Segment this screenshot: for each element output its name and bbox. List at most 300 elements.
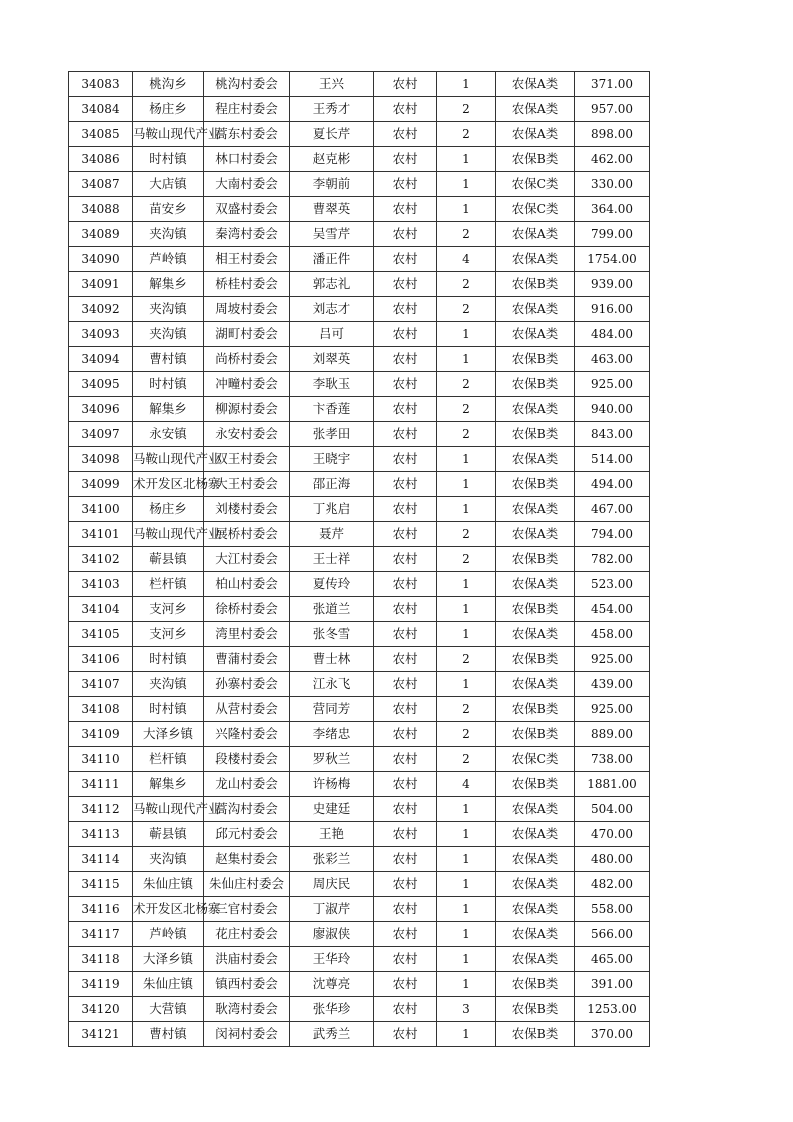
name-cell: 张彩兰: [290, 847, 374, 872]
village-committee-cell: 林口村委会: [204, 147, 290, 172]
area-type-cell: 农村: [374, 72, 437, 97]
insurance-class-cell: 农保A类: [496, 797, 575, 822]
name-cell: 卞香莲: [290, 397, 374, 422]
table-row: [69, 722, 650, 747]
amount-cell: 794.00: [575, 522, 650, 547]
household-count-cell: 2: [437, 747, 496, 772]
table-row: [69, 472, 650, 497]
village-committee-cell: 段楼村委会: [204, 747, 290, 772]
village-committee-cell: 镇西村委会: [204, 972, 290, 997]
insurance-class-cell: 农保A类: [496, 572, 575, 597]
household-count-cell: 1: [437, 447, 496, 472]
area-type-cell: 农村: [374, 197, 437, 222]
record-id-cell: 34112: [69, 797, 133, 822]
household-count-cell: 2: [437, 647, 496, 672]
area-type-cell: 农村: [374, 897, 437, 922]
village-committee-cell: 双王村委会: [204, 447, 290, 472]
table-row: [69, 547, 650, 572]
amount-cell: 467.00: [575, 497, 650, 522]
amount-cell: 463.00: [575, 347, 650, 372]
insurance-class-cell: 农保B类: [496, 272, 575, 297]
record-id-cell: 34110: [69, 747, 133, 772]
township-cell: 大泽乡镇: [133, 722, 204, 747]
household-count-cell: 1: [437, 897, 496, 922]
name-cell: 武秀兰: [290, 1022, 374, 1047]
village-committee-cell: 周坡村委会: [204, 297, 290, 322]
name-cell: 李朝前: [290, 172, 374, 197]
insurance-class-cell: 农保B类: [496, 547, 575, 572]
name-cell: 王华玲: [290, 947, 374, 972]
village-committee-cell: 耿湾村委会: [204, 997, 290, 1022]
township-cell: 杨庄乡: [133, 97, 204, 122]
insurance-class-cell: 农保A类: [496, 947, 575, 972]
record-id-cell: 34111: [69, 772, 133, 797]
household-count-cell: 2: [437, 272, 496, 297]
table-row: [69, 297, 650, 322]
insurance-class-cell: 农保C类: [496, 172, 575, 197]
area-type-cell: 农村: [374, 472, 437, 497]
record-id-cell: 34083: [69, 72, 133, 97]
record-id-cell: 34099: [69, 472, 133, 497]
amount-cell: 889.00: [575, 722, 650, 747]
village-committee-cell: 尚桥村委会: [204, 347, 290, 372]
village-committee-cell: 桃沟村委会: [204, 72, 290, 97]
insurance-class-cell: 农保A类: [496, 97, 575, 122]
area-type-cell: 农村: [374, 522, 437, 547]
insurance-class-cell: 农保A类: [496, 447, 575, 472]
insurance-class-cell: 农保B类: [496, 147, 575, 172]
record-id-cell: 34087: [69, 172, 133, 197]
name-cell: 罗秋兰: [290, 747, 374, 772]
record-id-cell: 34118: [69, 947, 133, 972]
record-id-cell: 34114: [69, 847, 133, 872]
insurance-class-cell: 农保A类: [496, 222, 575, 247]
insurance-class-cell: 农保C类: [496, 747, 575, 772]
amount-cell: 494.00: [575, 472, 650, 497]
amount-cell: 916.00: [575, 297, 650, 322]
insurance-class-cell: 农保A类: [496, 622, 575, 647]
record-id-cell: 34095: [69, 372, 133, 397]
village-committee-cell: 朱仙庄村委会: [204, 872, 290, 897]
village-committee-cell: 相王村委会: [204, 247, 290, 272]
township-cell: 大泽乡镇: [133, 947, 204, 972]
area-type-cell: 农村: [374, 247, 437, 272]
area-type-cell: 农村: [374, 847, 437, 872]
record-id-cell: 34104: [69, 597, 133, 622]
table-row: [69, 147, 650, 172]
amount-cell: 364.00: [575, 197, 650, 222]
insurance-class-cell: 农保A类: [496, 522, 575, 547]
name-cell: 吴雪芹: [290, 222, 374, 247]
name-cell: 廖淑侠: [290, 922, 374, 947]
insurance-class-cell: 农保A类: [496, 122, 575, 147]
name-cell: 李绪忠: [290, 722, 374, 747]
township-cell: 解集乡: [133, 772, 204, 797]
amount-cell: 940.00: [575, 397, 650, 422]
amount-cell: 523.00: [575, 572, 650, 597]
insurance-class-cell: 农保B类: [496, 972, 575, 997]
name-cell: 聂芹: [290, 522, 374, 547]
insurance-class-cell: 农保A类: [496, 922, 575, 947]
amount-cell: 514.00: [575, 447, 650, 472]
record-id-cell: 34096: [69, 397, 133, 422]
name-cell: 夏传玲: [290, 572, 374, 597]
household-count-cell: 1: [437, 572, 496, 597]
household-count-cell: 1: [437, 947, 496, 972]
table-row: [69, 497, 650, 522]
village-committee-cell: 龙山村委会: [204, 772, 290, 797]
area-type-cell: 农村: [374, 972, 437, 997]
table-row: [69, 97, 650, 122]
area-type-cell: 农村: [374, 1022, 437, 1047]
township-cell: 朱仙庄镇: [133, 972, 204, 997]
area-type-cell: 农村: [374, 572, 437, 597]
area-type-cell: 农村: [374, 922, 437, 947]
insurance-class-cell: 农保A类: [496, 322, 575, 347]
amount-cell: 898.00: [575, 122, 650, 147]
insurance-class-cell: 农保B类: [496, 472, 575, 497]
name-cell: 王秀才: [290, 97, 374, 122]
record-id-cell: 34105: [69, 622, 133, 647]
household-count-cell: 2: [437, 297, 496, 322]
name-cell: 王士祥: [290, 547, 374, 572]
township-cell: 朱仙庄镇: [133, 872, 204, 897]
household-count-cell: 2: [437, 722, 496, 747]
table-row: [69, 122, 650, 147]
record-id-cell: 34108: [69, 697, 133, 722]
area-type-cell: 农村: [374, 297, 437, 322]
table-row: [69, 247, 650, 272]
township-cell: 大营镇: [133, 997, 204, 1022]
table-row: [69, 897, 650, 922]
amount-cell: 480.00: [575, 847, 650, 872]
insurance-class-cell: 农保A类: [496, 397, 575, 422]
amount-cell: 465.00: [575, 947, 650, 972]
amount-cell: 738.00: [575, 747, 650, 772]
record-id-cell: 34102: [69, 547, 133, 572]
amount-cell: 925.00: [575, 372, 650, 397]
household-count-cell: 1: [437, 472, 496, 497]
township-cell: 夹沟镇: [133, 297, 204, 322]
area-type-cell: 农村: [374, 422, 437, 447]
insurance-class-cell: 农保B类: [496, 372, 575, 397]
amount-cell: 1754.00: [575, 247, 650, 272]
area-type-cell: 农村: [374, 372, 437, 397]
township-cell: 夹沟镇: [133, 222, 204, 247]
township-cell: 大店镇: [133, 172, 204, 197]
township-cell: 桃沟乡: [133, 72, 204, 97]
amount-cell: 939.00: [575, 272, 650, 297]
area-type-cell: 农村: [374, 497, 437, 522]
township-cell: 马鞍山现代产业: [133, 522, 204, 547]
village-committee-cell: 蒿东村委会: [204, 122, 290, 147]
name-cell: 王艳: [290, 822, 374, 847]
township-cell: 解集乡: [133, 397, 204, 422]
household-count-cell: 1: [437, 497, 496, 522]
record-id-cell: 34115: [69, 872, 133, 897]
household-count-cell: 4: [437, 247, 496, 272]
insurance-class-cell: 农保B类: [496, 647, 575, 672]
table-body: [69, 72, 650, 1047]
village-committee-cell: 从营村委会: [204, 697, 290, 722]
name-cell: 曹士林: [290, 647, 374, 672]
record-id-cell: 34090: [69, 247, 133, 272]
amount-cell: 843.00: [575, 422, 650, 447]
insurance-class-cell: 农保B类: [496, 772, 575, 797]
amount-cell: 370.00: [575, 1022, 650, 1047]
record-id-cell: 34085: [69, 122, 133, 147]
township-cell: 解集乡: [133, 272, 204, 297]
household-count-cell: 1: [437, 872, 496, 897]
amount-cell: 957.00: [575, 97, 650, 122]
table-row: [69, 322, 650, 347]
insurance-class-cell: 农保B类: [496, 597, 575, 622]
village-committee-cell: 兴隆村委会: [204, 722, 290, 747]
amount-cell: 458.00: [575, 622, 650, 647]
village-committee-cell: 湾里村委会: [204, 622, 290, 647]
amount-cell: 482.00: [575, 872, 650, 897]
table-row: [69, 847, 650, 872]
table-row: [69, 772, 650, 797]
record-id-cell: 34094: [69, 347, 133, 372]
household-count-cell: 1: [437, 172, 496, 197]
amount-cell: 439.00: [575, 672, 650, 697]
township-cell: 蕲县镇: [133, 547, 204, 572]
township-cell: 夹沟镇: [133, 322, 204, 347]
amount-cell: 470.00: [575, 822, 650, 847]
name-cell: 王晓宇: [290, 447, 374, 472]
table-row: [69, 747, 650, 772]
table-row: [69, 422, 650, 447]
area-type-cell: 农村: [374, 822, 437, 847]
insurance-class-cell: 农保B类: [496, 997, 575, 1022]
area-type-cell: 农村: [374, 747, 437, 772]
name-cell: 李耿玉: [290, 372, 374, 397]
township-cell: 时村镇: [133, 697, 204, 722]
name-cell: 周庆民: [290, 872, 374, 897]
village-committee-cell: 大江村委会: [204, 547, 290, 572]
name-cell: 刘志才: [290, 297, 374, 322]
household-count-cell: 2: [437, 422, 496, 447]
insurance-class-cell: 农保B类: [496, 1022, 575, 1047]
amount-cell: 330.00: [575, 172, 650, 197]
township-cell: 支河乡: [133, 622, 204, 647]
area-type-cell: 农村: [374, 697, 437, 722]
table-row: [69, 997, 650, 1022]
area-type-cell: 农村: [374, 597, 437, 622]
record-id-cell: 34091: [69, 272, 133, 297]
table-row: [69, 197, 650, 222]
name-cell: 许杨梅: [290, 772, 374, 797]
area-type-cell: 农村: [374, 322, 437, 347]
record-id-cell: 34088: [69, 197, 133, 222]
household-count-cell: 1: [437, 147, 496, 172]
area-type-cell: 农村: [374, 347, 437, 372]
table-row: [69, 522, 650, 547]
amount-cell: 462.00: [575, 147, 650, 172]
insurance-class-cell: 农保B类: [496, 722, 575, 747]
township-cell: 杨庄乡: [133, 497, 204, 522]
village-committee-cell: 赵集村委会: [204, 847, 290, 872]
area-type-cell: 农村: [374, 797, 437, 822]
household-count-cell: 4: [437, 772, 496, 797]
area-type-cell: 农村: [374, 547, 437, 572]
table-row: [69, 372, 650, 397]
table-row: [69, 647, 650, 672]
name-cell: 江永飞: [290, 672, 374, 697]
amount-cell: 925.00: [575, 647, 650, 672]
area-type-cell: 农村: [374, 122, 437, 147]
table-row: [69, 672, 650, 697]
township-cell: 术开发区北杨寨: [133, 472, 204, 497]
insurance-class-cell: 农保A类: [496, 897, 575, 922]
name-cell: 营同芳: [290, 697, 374, 722]
table-row: [69, 172, 650, 197]
record-id-cell: 34116: [69, 897, 133, 922]
household-count-cell: 1: [437, 822, 496, 847]
amount-cell: 371.00: [575, 72, 650, 97]
area-type-cell: 农村: [374, 97, 437, 122]
township-cell: 时村镇: [133, 147, 204, 172]
table-row: [69, 872, 650, 897]
area-type-cell: 农村: [374, 397, 437, 422]
table-row: [69, 822, 650, 847]
table-row: [69, 347, 650, 372]
insurance-class-cell: 农保A类: [496, 72, 575, 97]
record-id-cell: 34117: [69, 922, 133, 947]
area-type-cell: 农村: [374, 622, 437, 647]
table-row: [69, 922, 650, 947]
record-id-cell: 34098: [69, 447, 133, 472]
name-cell: 张华珍: [290, 997, 374, 1022]
township-cell: 马鞍山现代产业: [133, 797, 204, 822]
area-type-cell: 农村: [374, 872, 437, 897]
village-committee-cell: 柏山村委会: [204, 572, 290, 597]
area-type-cell: 农村: [374, 272, 437, 297]
table-row: [69, 447, 650, 472]
household-count-cell: 1: [437, 672, 496, 697]
area-type-cell: 农村: [374, 172, 437, 197]
amount-cell: 566.00: [575, 922, 650, 947]
area-type-cell: 农村: [374, 722, 437, 747]
village-committee-cell: 湖町村委会: [204, 322, 290, 347]
insurance-class-cell: 农保A类: [496, 497, 575, 522]
township-cell: 蕲县镇: [133, 822, 204, 847]
area-type-cell: 农村: [374, 147, 437, 172]
village-committee-cell: 蒿沟村委会: [204, 797, 290, 822]
insurance-class-cell: 农保C类: [496, 197, 575, 222]
record-id-cell: 34121: [69, 1022, 133, 1047]
area-type-cell: 农村: [374, 672, 437, 697]
village-committee-cell: 孙寨村委会: [204, 672, 290, 697]
household-count-cell: 2: [437, 397, 496, 422]
name-cell: 邵正海: [290, 472, 374, 497]
record-id-cell: 34103: [69, 572, 133, 597]
table-row: [69, 222, 650, 247]
insurance-class-cell: 农保B类: [496, 697, 575, 722]
name-cell: 郭志礼: [290, 272, 374, 297]
name-cell: 王兴: [290, 72, 374, 97]
name-cell: 丁淑芹: [290, 897, 374, 922]
amount-cell: 925.00: [575, 697, 650, 722]
household-count-cell: 1: [437, 72, 496, 97]
household-count-cell: 2: [437, 222, 496, 247]
table-row: [69, 697, 650, 722]
record-id-cell: 34084: [69, 97, 133, 122]
name-cell: 张孝田: [290, 422, 374, 447]
name-cell: 张冬雪: [290, 622, 374, 647]
household-count-cell: 1: [437, 922, 496, 947]
township-cell: 时村镇: [133, 372, 204, 397]
household-count-cell: 3: [437, 997, 496, 1022]
township-cell: 曹村镇: [133, 1022, 204, 1047]
name-cell: 刘翠英: [290, 347, 374, 372]
area-type-cell: 农村: [374, 997, 437, 1022]
amount-cell: 1253.00: [575, 997, 650, 1022]
record-id-cell: 34120: [69, 997, 133, 1022]
household-count-cell: 2: [437, 522, 496, 547]
village-committee-cell: 双盛村委会: [204, 197, 290, 222]
township-cell: 曹村镇: [133, 347, 204, 372]
township-cell: 栏杆镇: [133, 572, 204, 597]
amount-cell: 454.00: [575, 597, 650, 622]
village-committee-cell: 闵祠村委会: [204, 1022, 290, 1047]
record-id-cell: 34106: [69, 647, 133, 672]
name-cell: 吕可: [290, 322, 374, 347]
table-row: [69, 397, 650, 422]
village-committee-cell: 展桥村委会: [204, 522, 290, 547]
village-committee-cell: 大南村委会: [204, 172, 290, 197]
area-type-cell: 农村: [374, 447, 437, 472]
table-row: [69, 972, 650, 997]
area-type-cell: 农村: [374, 222, 437, 247]
name-cell: 潘正件: [290, 247, 374, 272]
village-committee-cell: 邱元村委会: [204, 822, 290, 847]
record-id-cell: 34093: [69, 322, 133, 347]
township-cell: 芦岭镇: [133, 247, 204, 272]
amount-cell: 799.00: [575, 222, 650, 247]
household-count-cell: 1: [437, 972, 496, 997]
records-table: [68, 71, 650, 1047]
village-committee-cell: 三官村委会: [204, 897, 290, 922]
township-cell: 术开发区北杨寨: [133, 897, 204, 922]
village-committee-cell: 曹蒲村委会: [204, 647, 290, 672]
village-committee-cell: 大王村委会: [204, 472, 290, 497]
area-type-cell: 农村: [374, 772, 437, 797]
village-committee-cell: 程庄村委会: [204, 97, 290, 122]
township-cell: 夹沟镇: [133, 847, 204, 872]
village-committee-cell: 花庄村委会: [204, 922, 290, 947]
record-id-cell: 34101: [69, 522, 133, 547]
amount-cell: 558.00: [575, 897, 650, 922]
insurance-class-cell: 农保B类: [496, 422, 575, 447]
household-count-cell: 1: [437, 847, 496, 872]
amount-cell: 782.00: [575, 547, 650, 572]
township-cell: 芦岭镇: [133, 922, 204, 947]
household-count-cell: 2: [437, 697, 496, 722]
household-count-cell: 2: [437, 122, 496, 147]
household-count-cell: 2: [437, 372, 496, 397]
village-committee-cell: 冲疃村委会: [204, 372, 290, 397]
amount-cell: 484.00: [575, 322, 650, 347]
village-committee-cell: 柳源村委会: [204, 397, 290, 422]
name-cell: 史建廷: [290, 797, 374, 822]
township-cell: 时村镇: [133, 647, 204, 672]
household-count-cell: 1: [437, 597, 496, 622]
village-committee-cell: 桥桂村委会: [204, 272, 290, 297]
insurance-class-cell: 农保A类: [496, 847, 575, 872]
household-count-cell: 1: [437, 347, 496, 372]
